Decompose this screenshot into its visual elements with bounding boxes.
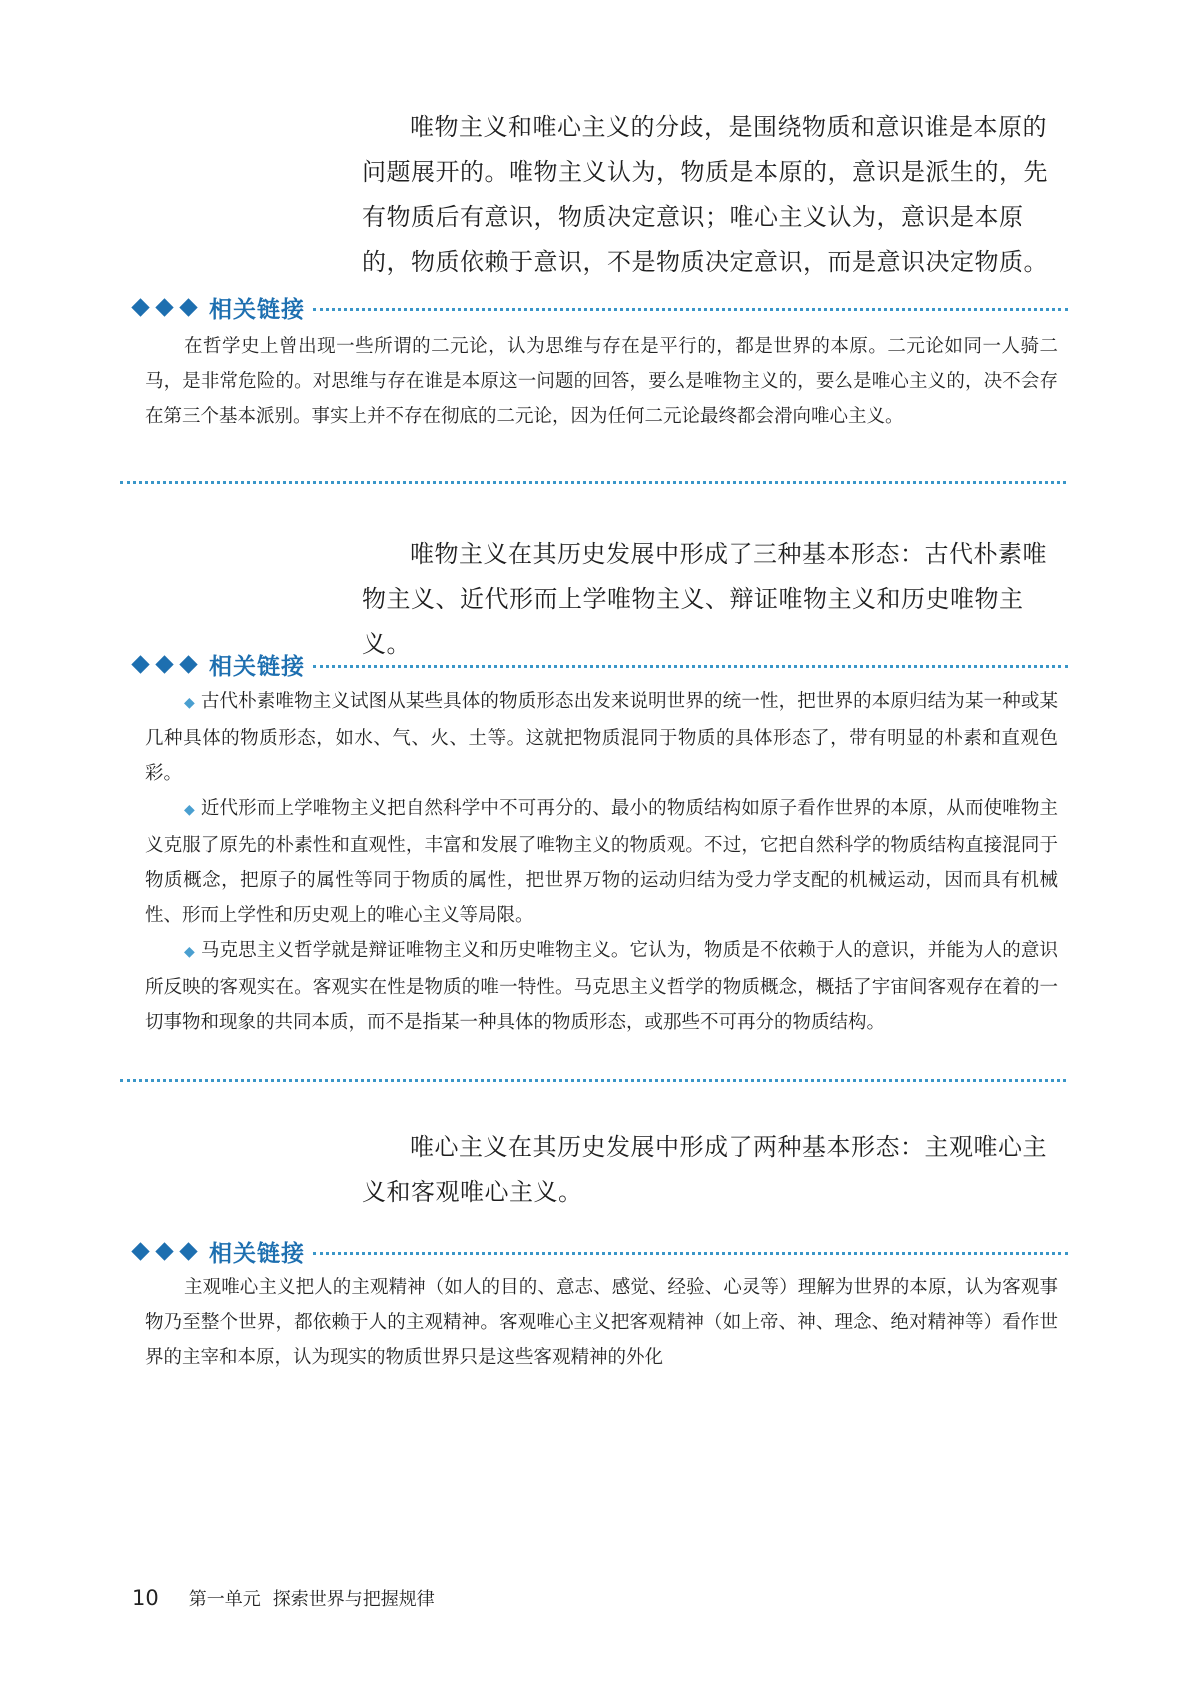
dotted-divider <box>120 1079 1066 1082</box>
diamond-icon <box>179 298 197 316</box>
related-link-body-3 <box>145 1270 1058 1375</box>
diamond-icon <box>179 655 197 673</box>
related-link-header-1 <box>130 290 1068 324</box>
related-link-body-1 <box>145 329 1058 434</box>
diamond-icon <box>155 655 173 673</box>
diamond-icon <box>155 1242 173 1260</box>
diamond-icons <box>130 658 199 671</box>
diamond-icon <box>131 1242 149 1260</box>
bullet-diamond-icon: ◆ <box>184 944 195 960</box>
unit-label: 第一单元 <box>188 1589 261 1610</box>
bullet-diamond-icon: ◆ <box>184 802 195 818</box>
bullet-item <box>145 933 1058 1040</box>
dotted-divider <box>313 665 1068 668</box>
bullet-item-text: 近代形而上学唯物主义把自然科学中不可再分的、最小的物质结构如原子看作世界的本原，从而使唯物主义克服了原先的朴素性和直观性，丰富和发展了唯物主义的物质观。不过，它把自然科学的物质结构直接混同于物质概念，把原子的属性等同于物质的属性，把世界万物的运动归结为受力学支配的机械运动，因而具有机械性、形而上学性和历史观上的唯心主义等局限。 <box>145 798 1058 926</box>
main-paragraph-2: 唯物主义在其历史发展中形成了三种基本形态：古代朴素唯物主义、近代形而上学唯物主义、辩证唯物主义和历史唯物主义。 <box>362 540 1047 658</box>
related-link-title: 相关链接 <box>209 653 305 680</box>
diamond-icon <box>155 298 173 316</box>
related-link-body-2 <box>145 684 1058 1040</box>
diamond-icon <box>131 655 149 673</box>
diamond-icon <box>131 298 149 316</box>
page-footer <box>132 1585 435 1611</box>
related-link-text: 在哲学史上曾出现一些所谓的二元论，认为思维与存在是平行的，都是世界的本原。二元论如同一人骑二马，是非常危险的。对思维与存在谁是本原这一问题的回答，要么是唯物主义的，要么是唯心主义的，决不会存在第三个基本派别。事实上并不存在彻底的二元论，因为任何二元论最终都会滑向唯心主义。 <box>145 336 1058 427</box>
bullet-diamond-icon: ◆ <box>184 695 195 711</box>
dotted-divider <box>313 308 1068 311</box>
diamond-icon <box>179 1242 197 1260</box>
diamond-icons <box>130 1245 199 1258</box>
main-paragraph-1: 唯物主义和唯心主义的分歧，是围绕物质和意识谁是本原的问题展开的。唯物主义认为，物质是本原的，意识是派生的，先有物质后有意识，物质决定意识；唯心主义认为，意识是本原的，物质依赖于意识，不是物质决定意识，而是意识决定物质。 <box>362 113 1048 276</box>
bullet-item <box>145 791 1058 933</box>
main-paragraph-3: 唯心主义在其历史发展中形成了两种基本形态：主观唯心主义和客观唯心主义。 <box>362 1133 1047 1206</box>
related-link-title: 相关链接 <box>209 1240 305 1267</box>
related-link-header-3 <box>130 1234 1068 1268</box>
unit-title: 探索世界与把握规律 <box>272 1589 435 1610</box>
dotted-divider <box>120 481 1066 484</box>
dotted-divider <box>313 1252 1068 1255</box>
bullet-item-text: 古代朴素唯物主义试图从某些具体的物质形态出发来说明世界的统一性，把世界的本原归结为某一种或某几种具体的物质形态，如水、气、火、土等。这就把物质混同于物质的具体形态了，带有明显的朴素和直观色彩。 <box>145 691 1058 784</box>
page-number: 10 <box>132 1586 159 1610</box>
bullet-item <box>145 684 1058 791</box>
bullet-item-text: 马克思主义哲学就是辩证唯物主义和历史唯物主义。它认为，物质是不依赖于人的意识，并能为人的意识所反映的客观实在。客观实在性是物质的唯一特性。马克思主义哲学的物质概念，概括了宇宙间客观存在着的一切事物和现象的共同本质，而不是指某一种具体的物质形态，或那些不可再分的物质结构。 <box>145 940 1058 1033</box>
related-link-header-2 <box>130 647 1068 681</box>
diamond-icons <box>130 301 199 314</box>
related-link-text: 主观唯心主义把人的主观精神（如人的目的、意志、感觉、经验、心灵等）理解为世界的本原，认为客观事物乃至整个世界，都依赖于人的主观精神。客观唯心主义把客观精神（如上帝、神、理念、绝对精神等）看作世界的主宰和本原，认为现实的物质世界只是这些客观精神的外化 <box>145 1277 1058 1368</box>
related-link-title: 相关链接 <box>209 296 305 323</box>
